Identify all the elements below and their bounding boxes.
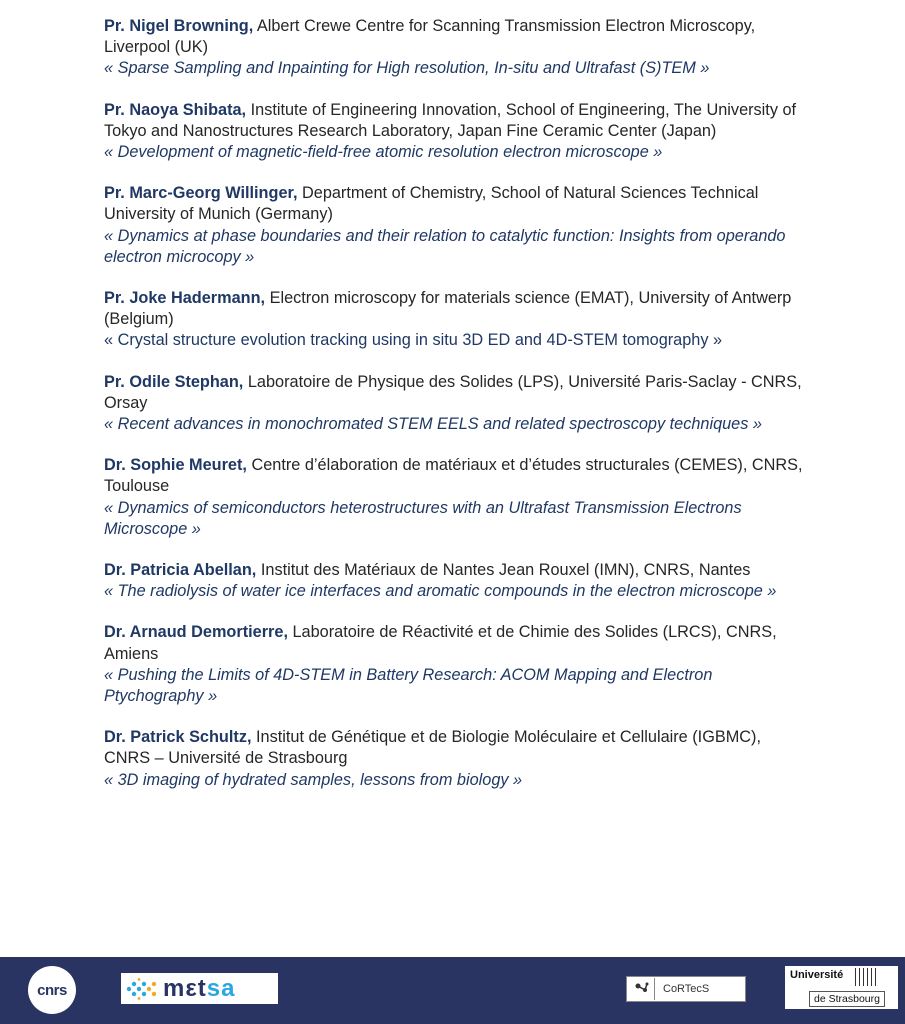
speaker-affiliation: Laboratoire de Physique des Solides (LPS), Université Paris-Saclay - CNRS, Orsay bbox=[104, 372, 802, 412]
speaker-name: Pr. Joke Hadermann, bbox=[104, 289, 266, 308]
speaker-name: Pr. Marc-Georg Willinger, bbox=[104, 184, 298, 203]
cnrs-logo bbox=[28, 966, 76, 1014]
speaker-entry bbox=[104, 622, 804, 707]
speaker-name: Dr. Patricia Abellan, bbox=[104, 561, 257, 580]
speaker-entry bbox=[104, 288, 804, 352]
speaker-name: Pr. Odile Stephan, bbox=[104, 372, 244, 391]
speaker-affiliation: Centre d’élaboration de matériaux et d’études structurales (CEMES), CNRS, Toulouse bbox=[104, 456, 803, 496]
talk-title: « Crystal structure evolution tracking using in situ 3D ED and 4D-STEM tomography » bbox=[104, 331, 723, 350]
talk-title: « Dynamics at phase boundaries and their relation to catalytic function: Insights from operando electron microcopy » bbox=[104, 226, 786, 266]
speaker-name: Dr. Patrick Schultz, bbox=[104, 728, 252, 747]
metsa-logo bbox=[121, 973, 278, 1004]
speaker-entry bbox=[104, 372, 804, 436]
unistra-logo bbox=[785, 966, 898, 1009]
talk-title: « Dynamics of semiconductors heterostructures with an Ultrafast Transmission Electrons Microscope » bbox=[104, 498, 742, 538]
speaker-affiliation: Laboratoire de Réactivité et de Chimie des Solides (LRCS), CNRS, Amiens bbox=[104, 623, 777, 663]
unistra-logo-line2: de Strasbourg bbox=[809, 991, 885, 1007]
speaker-entry bbox=[104, 727, 804, 791]
talk-title: « Sparse Sampling and Inpainting for High resolution, In-situ and Ultrafast (S)TEM » bbox=[104, 59, 710, 78]
speaker-entry bbox=[104, 455, 804, 540]
talk-title: « 3D imaging of hydrated samples, lessons from biology » bbox=[104, 770, 523, 789]
speaker-name: Dr. Sophie Meuret, bbox=[104, 456, 247, 475]
hexagon-dots-icon bbox=[125, 978, 161, 1000]
speaker-name: Dr. Arnaud Demortierre, bbox=[104, 623, 288, 642]
speaker-entry bbox=[104, 560, 804, 602]
speaker-entry bbox=[104, 16, 804, 80]
speaker-name: Pr. Naoya Shibata, bbox=[104, 100, 247, 119]
speaker-name: Pr. Nigel Browning, bbox=[104, 17, 254, 35]
speaker-entry bbox=[104, 183, 804, 268]
speaker-affiliation: Institut de Génétique et de Biologie Moléculaire et Cellulaire (IGBMC), CNRS – Université de Strasbourg bbox=[104, 728, 761, 768]
speaker-affiliation: Department of Chemistry, School of Natural Sciences Technical University of Munich (Germany) bbox=[104, 184, 759, 224]
speaker-entry bbox=[104, 100, 804, 164]
speaker-list bbox=[104, 16, 804, 811]
metsa-wordmark-accent: sa bbox=[206, 974, 236, 1002]
speaker-affiliation: Albert Crewe Centre for Scanning Transmission Electron Microscopy, Liverpool (UK) bbox=[104, 17, 756, 57]
speaker-affiliation: Electron microscopy for materials science (EMAT), University of Antwerp (Belgium) bbox=[104, 289, 792, 329]
talk-title: « Recent advances in monochromated STEM EELS and related spectroscopy techniques » bbox=[104, 415, 762, 434]
cortecs-logo-text: CoRTecS bbox=[663, 983, 710, 995]
speaker-affiliation: Institut des Matériaux de Nantes Jean Rouxel (IMN), CNRS, Nantes bbox=[260, 561, 751, 580]
talk-title: « The radiolysis of water ice interfaces and aromatic compounds in the electron microscope » bbox=[104, 582, 777, 601]
cnrs-logo-text: cnrs bbox=[37, 981, 67, 999]
unistra-logo-line1: Université bbox=[790, 969, 844, 981]
molecule-icon bbox=[630, 978, 655, 1000]
talk-title: « Pushing the Limits of 4D-STEM in Battery Research: ACOM Mapping and Electron Ptychography » bbox=[104, 665, 713, 706]
metsa-wordmark-main: mεt bbox=[163, 974, 207, 1002]
unistra-bars-icon bbox=[855, 968, 879, 986]
speaker-affiliation: Institute of Engineering Innovation, School of Engineering, The University of Tokyo and Nanostructures Research Laboratory, Japan Fine Ceramic Center (Japan) bbox=[104, 100, 797, 140]
talk-title: « Development of magnetic-field-free atomic resolution electron microscope » bbox=[104, 143, 663, 162]
cortecs-logo bbox=[626, 976, 746, 1002]
metsa-wordmark bbox=[163, 975, 235, 1003]
